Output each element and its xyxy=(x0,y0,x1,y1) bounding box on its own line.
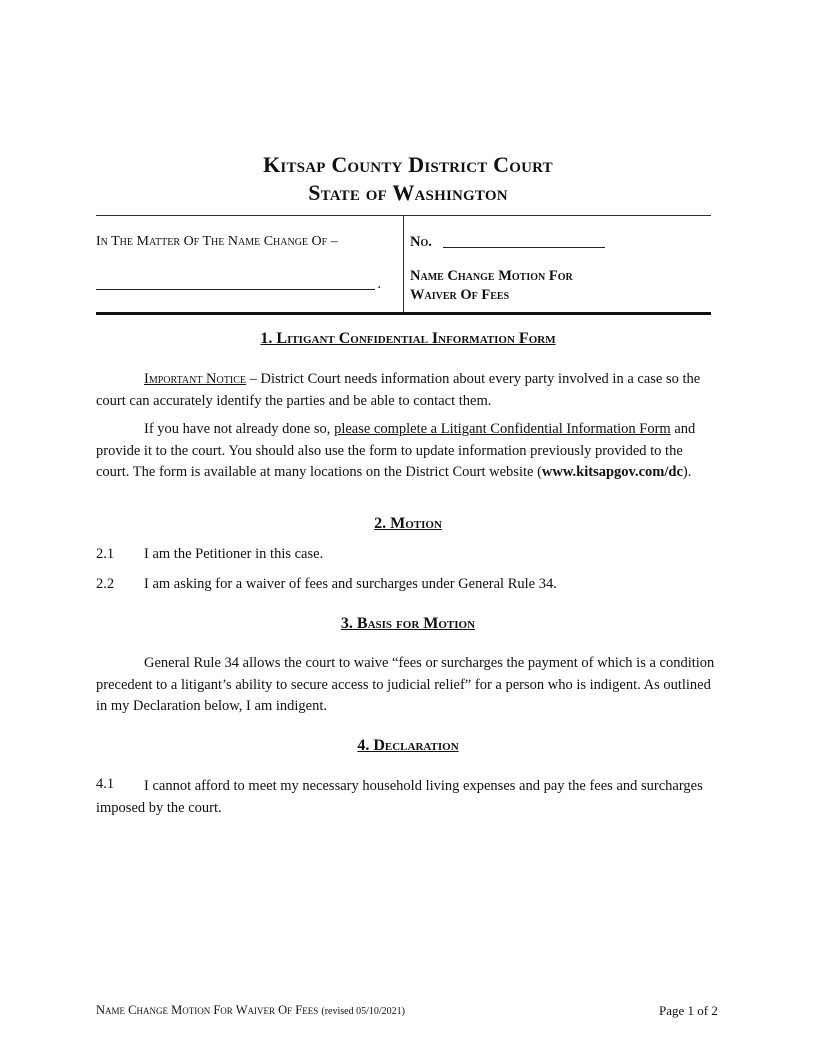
case-number-label: No. xyxy=(410,234,432,250)
footer-title: Name Change Motion For Waiver Of Fees (revised 05/10/2021) xyxy=(96,1003,405,1017)
document-title-line2: Waiver Of Fees xyxy=(410,287,510,303)
item-number: 4.1 xyxy=(96,776,115,792)
name-blank-line xyxy=(96,289,375,290)
important-notice-text: – District Court needs information about every party involved in a case so the court can accurately identify the parties and be able to contact them. xyxy=(96,371,701,409)
section1-heading: 1. Litigant Confidential Information Form xyxy=(260,330,556,347)
section2-heading: 2. Motion xyxy=(374,515,442,532)
court-header xyxy=(0,151,816,207)
item-number: 2.1 xyxy=(96,546,115,562)
name-period: . xyxy=(377,276,381,292)
matter-label: In The Matter Of The Name Change Of – xyxy=(96,234,338,249)
petitioner-name-field[interactable] xyxy=(96,274,381,290)
court-name: Kitsap County District Court xyxy=(263,152,553,177)
website-link[interactable]: www.kitsapgov.com/dc xyxy=(541,464,683,480)
case-number-field[interactable] xyxy=(443,247,605,248)
court-state: State of Washington xyxy=(308,180,508,205)
section4-heading: 4. Declaration xyxy=(357,737,459,754)
item-number: 2.2 xyxy=(96,576,115,592)
confidential-form-link[interactable]: please complete a Litigant Confidential Information Form xyxy=(334,421,671,437)
basis-paragraph: General Rule 34 allows the court to waive “fees or surcharges the payment of which is a condition precedent to a litigant’s ability to secure access to judicial relief” for a person who is indigent. As outlined in my Declaration below, I am indigent. xyxy=(96,655,715,714)
page-number: Page 1 of 2 xyxy=(659,1003,718,1018)
document-title-line1: Name Change Motion For xyxy=(410,268,573,284)
confidential-form-paragraph: If you have not already done so, please complete a Litigant Confidential Information Form and provide it to the court. You should also use the form to update information previously provided to the court. The form is available at many locations on the District Court website (www.kitsapgov.com/dc). xyxy=(96,421,696,480)
document-title xyxy=(410,267,573,305)
item-text: I am asking for a waiver of fees and surcharges under General Rule 34. xyxy=(144,576,557,592)
case-caption xyxy=(96,215,711,315)
footer-revised: (revised 05/10/2021) xyxy=(321,1006,405,1017)
item-text: I cannot afford to meet my necessary household living expenses and pay the fees and surcharges imposed by the court. xyxy=(96,778,703,816)
item-text: I am the Petitioner in this case. xyxy=(144,546,324,562)
important-notice-paragraph xyxy=(96,369,716,412)
caption-divider xyxy=(403,216,404,312)
important-notice-label: Important Notice xyxy=(144,371,246,387)
section3-heading: 3. Basis for Motion xyxy=(340,615,476,632)
